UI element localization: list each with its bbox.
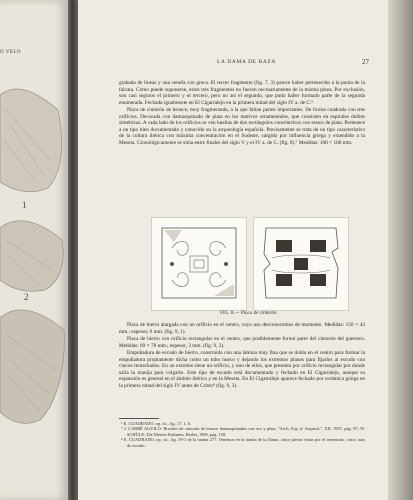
page-number: 27 (362, 58, 369, 66)
paragraph: Placa de cinturón de bronce, muy fragmentada, a la que faltan partes importantes. De forma cuadrada con tres orificios. Decorada con damasquinado de plata en los motivos ornamentales, que consisten en espirales dobles simétricas. A cada lado de los orificios se ven huellas de dos rectángulos concéntricos con restos de plata. Pertenece a un tipo bien documentado y conocido en la arqueología española. Precisamente se trata de un tipo característico de la cultura ibérica con máxima concentración en el Sudeste, surgido por influencia griega y extendido a la Meseta. Cronológicamente se sitúa entre finales del siglo V y el IV a. de C. (fig. 8).⁷ Medidas: 100 × 100 mm. (119, 107, 365, 146)
figure-caption (151, 311, 347, 316)
belt-plate-drawing-back (253, 217, 349, 311)
left-figure-number: 1 (22, 200, 27, 210)
body-text-top (119, 80, 365, 147)
left-page-header: O VELO (0, 50, 22, 55)
footnote: ⁶ E. CUADRADO, op. cit., fig. 17, 1, 6. (121, 421, 192, 426)
footnote: ⁷ J. CABRÉ AGUILÓ: Broches de cinturón de bronce damasquinados con oro y plata, "Arch. Esp. d. Arqueol.", XII, 1937, pág. 97; W. SCHÜLE: Die Meseta-Kulturen, Berlín, 1969, pág. 158. (121, 426, 365, 437)
left-page (0, 0, 68, 500)
right-page (78, 0, 388, 500)
paragraph: Empuñadura de escudo de hierro, construida con una lámina muy fina que se dobla en el centro para formar la empuñadura propiamente dicha como un tubo hueco y dejando los extremos planos para fijarlos al escudo con clavos remachados. En un extremo tiene un orificio, y uno de ellos, que presenta por orificio rectangular por donde salía la manija para colgarlo. Este tipo de escudo está documentado y fechado en El Cigarralejo, aunque su expansión es general en el ámbito ibérico y en la Meseta. En El Cigarralejo aparece fechado por cerámica griega en la primera mitad del siglo IV antes de Cristo⁸ (fig. 9, 3). (119, 350, 365, 389)
paragraph: grabada de líneas y una cenefa con greca. El tercer fragmento (fig. 7, 3) parece haber pertenecido a la punta de la falcata. Como puede suponerse, estos tres fragmentos no fueron necesariamente de la misma pieza. Por exclusión, son casi seguros el primero y el tercero, pero no así el segundo, que pudo haber formado parte de la segunda enumerada. Fechada igualmente en El Cigarralejo en la primera mitad del siglo IV a. de C.⁶ (119, 80, 365, 106)
running-title: LA DAMA DE BAZA (217, 59, 276, 65)
footnote: ⁸ E. CUADRADO, op. cit., fig. 19-1 de la tumba 277. Tenemos en la tumba de la Dama, cinco piezas vistas por el inventario, cinco asas de escudo. (121, 437, 365, 448)
paragraph: Placa de hierro con orificio rectangular en el centro, que posiblemente formó parte del cinturón del guerrero. Medidas: 69 × 78 mm.; espesor, 3 mm. (fig. 9, 2). (119, 336, 365, 349)
body-text-bottom (119, 322, 365, 390)
belt-plate-drawing-front (151, 217, 247, 311)
footnote-rule (119, 418, 159, 419)
left-figure-number: 2 (24, 292, 29, 302)
page-header (78, 58, 368, 68)
figure-label: FIG. 8.— (220, 311, 240, 316)
paragraph: Placa de hierro alargada con un orificio en el centro, cuyo uso desconocemos de momento. Medidas: 150 × 43 mm.; espesor, 6 mm. (fig. 9, 1). (119, 322, 365, 335)
page-edge (388, 0, 413, 500)
footnotes (119, 421, 365, 448)
book-gutter (68, 0, 78, 500)
figure-caption-text: Placa de cinturón. (240, 311, 278, 316)
figure-belt-plate (151, 217, 347, 316)
left-page-illustrations (0, 0, 66, 500)
